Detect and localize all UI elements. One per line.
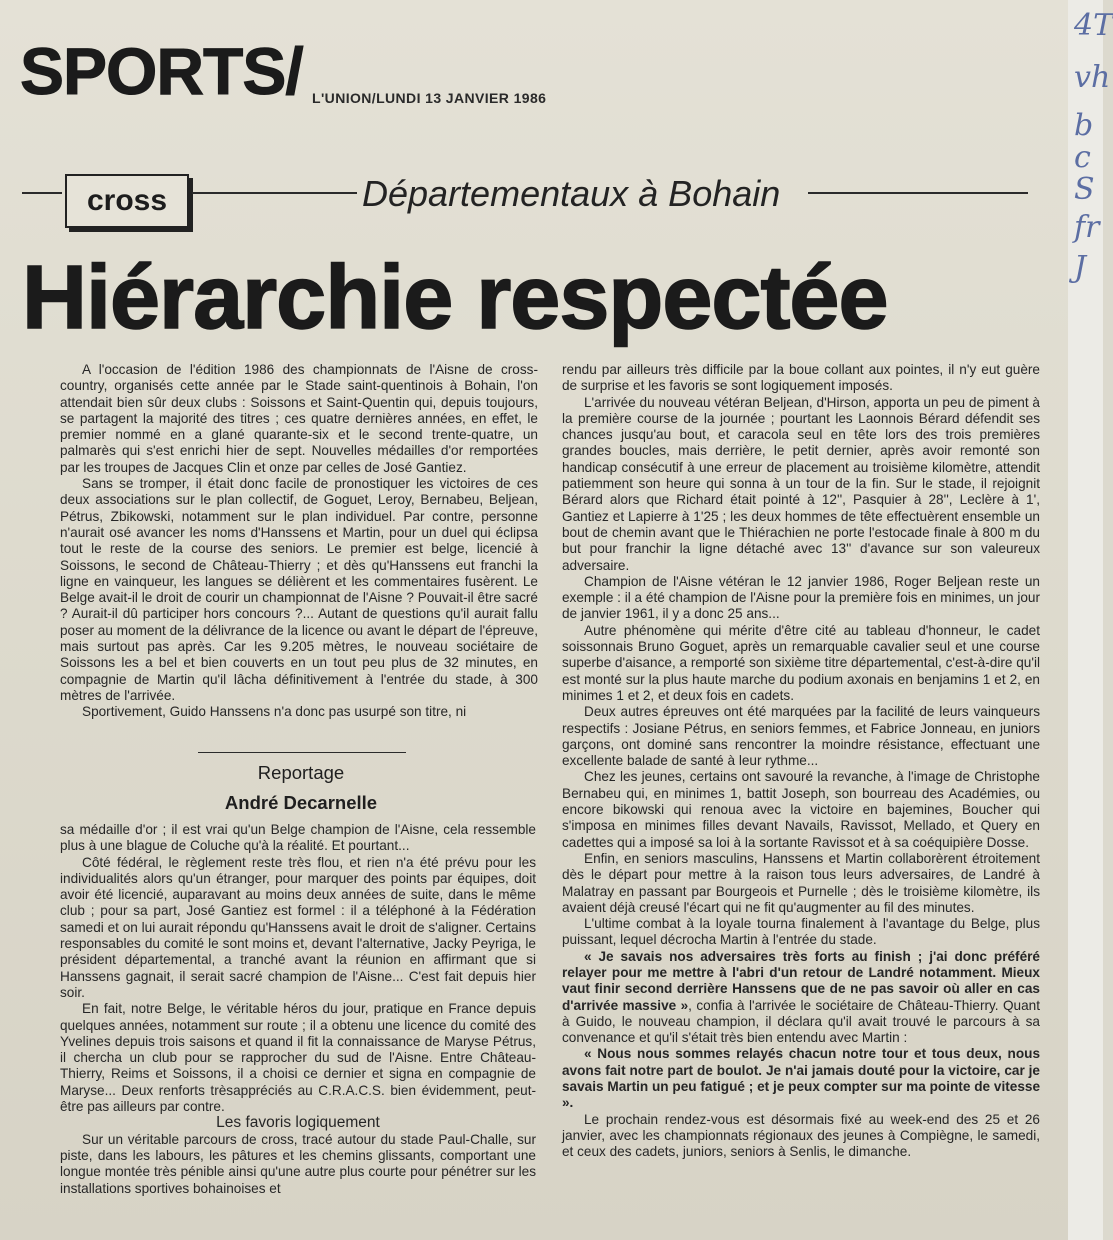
margin-mark: c: [1074, 140, 1091, 175]
byline-rule-top: [198, 752, 406, 753]
handwritten-margin: [1068, 0, 1113, 1240]
paragraph: Sportivement, Guido Hanssens n'a donc pas usurpé son titre, ni: [82, 704, 467, 720]
column-2: [562, 362, 1040, 1161]
paragraph: Enfin, en seniors masculins, Hanssens et Martin collaborèrent étroitement dès le départ pour mettre à la raison tous leurs adversaires, de Landré à Malatray en passant par Bourgeois et Purnelle ; dès le troisième kilomètre, ils avaient déjà creusé l'écart qui ne fit qu'augmenter au fil des minutes.: [562, 850, 1040, 915]
paragraph: Chez les jeunes, certains ont savouré la revanche, à l'image de Christophe Bernabeu qui, en minimes 1, battit Joseph, son bourreau des Académies, ou encore bikowski qui renoua avec la victoire en bajemines, Boucher qui s'imposa en minimes filles devant Navails, Ravissot, Mellado, et Query en cadettes qui a imposé sa loi à la sortante Ravissot et à sa coéquipière Dosse.: [562, 769, 1040, 850]
paragraph: Sur un véritable parcours de cross, tracé autour du stade Paul-Challe, sur piste, dans les labours, les pâtures et les chemins glissants, comportant une longue montée très pénible ainsi qu'une autre plus courte pour pénétrer sur les installations sportives bohainoises et: [60, 1131, 536, 1196]
margin-mark: fr: [1074, 210, 1100, 245]
margin-mark: vh: [1074, 60, 1111, 95]
rule-middle: [192, 192, 357, 194]
paragraph: A l'occasion de l'édition 1986 des championnats de l'Aisne de cross-country, organisés cette année par le Stade saint-quentinois à Bohain, l'on attendait bien sûr deux clubs : Soissons et Saint-Quentin qui, depuis toujours, se partagent la majorité des titres ; ces quatre dernières années, en effet, le premier nommé en a glané quarante-six et le second trente-quatre, un palmarès qui s'est enrichi hier de sept. Nouvelles médailles d'or remportées par les troupes de Jacques Clin et onze par celles de José Gantiez.: [60, 362, 538, 475]
paragraph: Deux autres épreuves ont été marquées par la facilité de leurs vainqueurs respectifs : Josiane Pétrus, en seniors femmes, et Fabrice Jonneau, en juniors garçons, ont dominé sans rencontrer la moindre résistance, effectuant une excellente balade de santé à leur rythme...: [562, 704, 1040, 769]
paragraph: Champion de l'Aisne vétéran le 12 janvier 1986, Roger Beljean reste un exemple : il a été champion de l'Aisne pour la première fois en minimes, un jour de janvier 1961, il y a donc 25 ans...: [562, 573, 1040, 622]
paragraph: Autre phénomène qui mérite d'être cité au tableau d'honneur, le cadet soissonnais Bruno Goguet, après un remarquable cavalier seul et une course superbe d'aisance, a remporté son sixième titre départemental, c'est-à-dire qu'il est monté sur la plus haute marche du podium axonais en benjamins 1 et 2, en minimes 1 et 2, et deux fois en cadets.: [562, 622, 1040, 703]
margin-mark: 4T: [1074, 8, 1113, 43]
dateline: L'UNION/LUNDI 13 JANVIER 1986: [312, 90, 547, 106]
rule-right: [808, 192, 1028, 194]
intertitle: Les favoris logiquement: [216, 1114, 380, 1132]
section-tag: cross: [65, 174, 189, 228]
margin-mark: b: [1074, 108, 1094, 143]
paragraph: rendu par ailleurs très difficile par la boue collant aux pointes, il n'y eut guère de surprise et les favoris se sont logiquement imposés.: [562, 362, 1040, 394]
paragraph: sa médaille d'or ; il est vrai qu'un Belge champion de l'Aisne, cela ressemble plus à une blague de Coluche qu'à la réalité. Et pourtant...: [60, 822, 536, 854]
paragraph: « Nous nous sommes relayés chacun notre tour et tous deux, nous avons fait notre part de boulot. Je n'ai jamais douté pour la victoire, car je savais Martin un peu fatigué ; et je peux compter sur ma pointe de vitesse ».: [562, 1046, 1040, 1111]
byline-label: Reportage: [257, 762, 345, 783]
rule-left: [22, 192, 62, 194]
paragraph: Côté fédéral, le règlement reste très flou, et rien n'a été prévu pour les individualités alors qu'un étranger, pour marquer des points par équipes, doit avoir été licencié, auparavant au moins deux années de suite, dans le même club ; pour sa part, José Gantiez est formel : il a téléphoné à la Fédération samedi et on lui aurait répondu qu'Hanssens avait le droit de s'aligner. Certains responsables du comité le sont moins et, devant l'alternative, Jacky Peyriga, le président départemental, a tranché avant la réunion en affirmant que si Hanssens gagnait, il serait sacré champion de l'Aisne... C'est fait depuis hier soir.: [60, 854, 536, 1000]
article-kicker-title: Départementaux à Bohain: [362, 173, 781, 214]
paragraph: L'ultime combat à la loyale tourna finalement à l'avantage du Belge, plus puissant, lequel décrocha Martin à l'entrée du stade.: [562, 916, 1040, 948]
column-1-bottom: [60, 822, 536, 1197]
byline-author: André Decarnelle: [224, 792, 378, 813]
article-headline: Hiérarchie respectée: [22, 248, 888, 348]
margin-mark: S: [1074, 172, 1095, 207]
quote-bold: « Je savais nos adversaires très forts au finish ; j'ai donc préféré relayer pour me mettre à l'abri d'un retour de Landré notamment. Mieux vaut finir second derrière Hanssens que de ne pas savoir où aller en cas d'arrivée massive »: [562, 948, 1040, 1013]
paragraph: En fait, notre Belge, le véritable héros du jour, pratique en France depuis quelques années, notamment sur route ; il a obtenu une licence du comité des Yvelines depuis trois saisons et quand il fit la connaissance de Maryse Pétrus, il chercha un club pour se rapprocher du sud de l'Aisne. Entre Château-Thierry, Reims et Soissons, il a choisi ce dernier et signa en compagnie de Maryse... Deux renforts trèsappréciés au C.R.A.C.S. bien évidemment, peut-être pas ailleurs par contre.: [60, 1001, 536, 1115]
paragraph: Sans se tromper, il était donc facile de pronostiquer les victoires de ces deux associations sur le plan collectif, de Goguet, Leroy, Bernabeu, Beljean, Pétrus, Zbikowski, notamment sur le plan individuel. Par contre, personne n'aurait osé avancer les noms d'Hanssens et Martin, pour un duel qui éclipsa tout le reste de la course des seniors. Le premier est belge, licencié à Soissons, le second de Château-Thierry ; et dès qu'Hanssens eut franchi la ligne en vainqueur, les langues se délièrent et les commentaires fusèrent. Le Belge avait-il le droit de courir un championnat de l'Aisne ? Pouvait-il être sacré ? Aurait-il dû participer hors concours ?... Autant de questions qu'il aurait fallu poser au moment de la délivrance de la licence ou avant le départ de l'épreuve, mais surtout pas après. Car les 9.205 mètres, le nouveau sociétaire de Soissons les a bel et bien couverts en un tout peu plus de 32 minutes, en compagnie de Martin qu'il lâcha définitivement à l'entrée du stade, à 300 mètres de l'arrivée.: [60, 476, 538, 703]
paragraph: Le prochain rendez-vous est désormais fixé au week-end des 25 et 26 janvier, avec les championnats régionaux des jeunes à Compiègne, le samedi, et ceux des cadets, juniors, seniors à Senlis, le dimanche.: [562, 1111, 1040, 1160]
section-kicker: SPORTS/: [20, 34, 303, 108]
column-1-top: [60, 362, 538, 721]
paragraph: L'arrivée du nouveau vétéran Beljean, d'Hirson, apporta un peu de piment à la première course de la journée ; pourtant les Laonnois Bérard défendit ses chances jusqu'au bout, et caracola seul en tête lors des trois premières grandes boucles, mais derrière, le petit dernier, après avoir remonté son handicap consécutif à une erreur de placement au troisième kilomètre, attendit patiemment son heure qui sonna à un tour de la fin. Sur le stade, il rejoignit Bérard alors que Richard était pointé à 12'', Pasquier à 28'', Leclère à 1', Gantiez et Lapierre à 1'25 ; les deux hommes de tête effectuèrent ensemble un bout de chemin avant que le Thiérachien ne porte l'estocade finale à 800 m du but pour franchir la ligne détaché avec 13'' d'avance sur son valeureux adversaire.: [562, 394, 1040, 573]
paragraph: « Je savais nos adversaires très forts au finish ; j'ai donc préféré relayer pour me mettre à l'abri d'un retour de Landré notamment. Mieux vaut finir second derrière Hanssens que de ne pas savoir où aller en cas d'arrivée massive », confia à l'arrivée le sociétaire de Château-Thierry. Quant à Guido, le nouveau champion, il déclara qu'il avait trouvé le parcours à sa convenance et qu'il s'était très bien entendu avec Martin :: [562, 948, 1040, 1046]
margin-mark: J: [1074, 250, 1087, 285]
